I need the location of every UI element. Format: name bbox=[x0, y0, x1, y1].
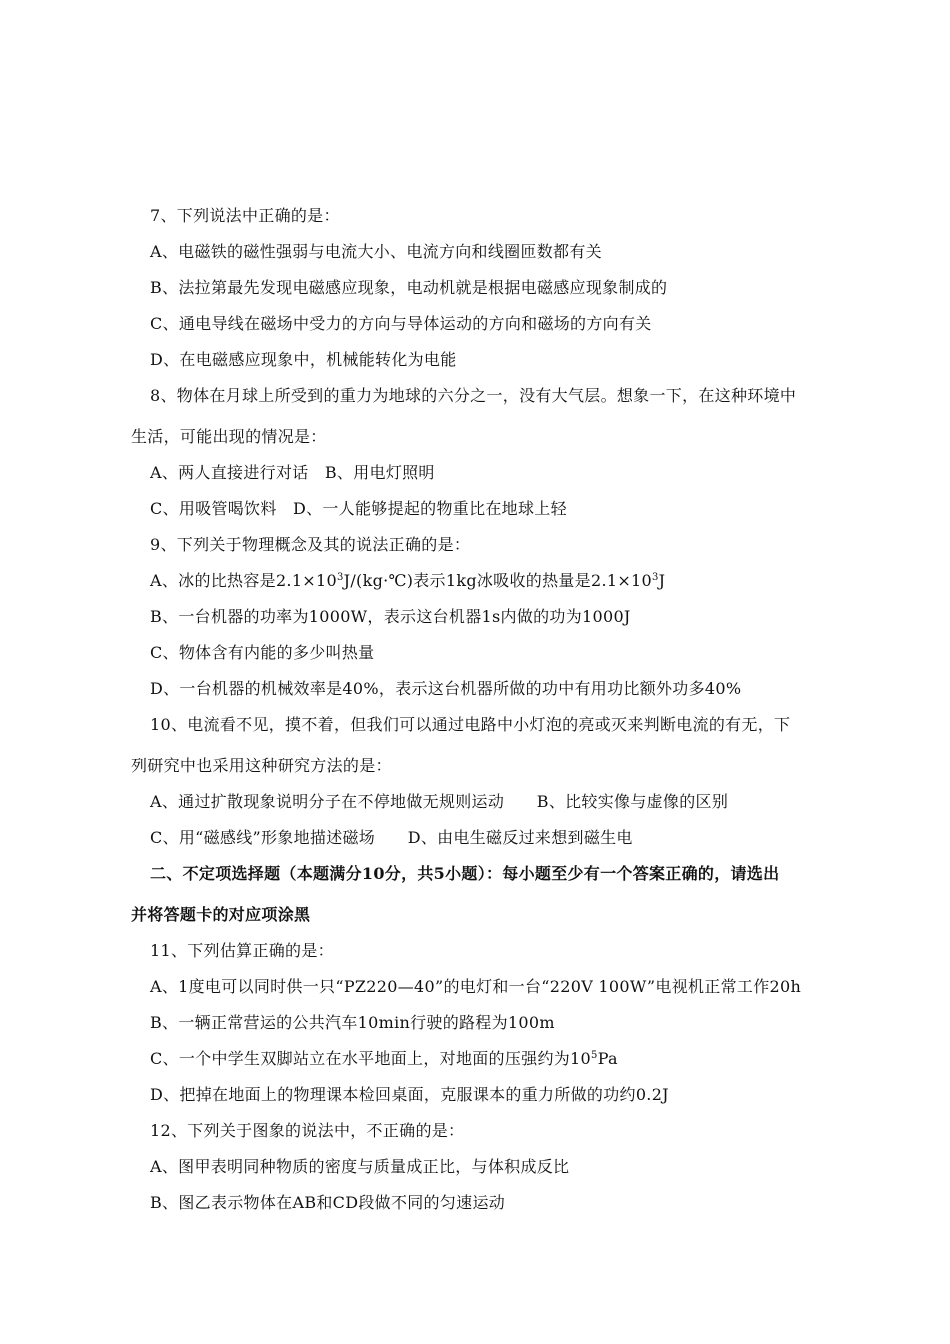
q10-options-cd: C、用“磁感线”形象地描述磁场 D、由电生磁反过来想到磁生电 bbox=[150, 828, 633, 847]
q11-option-d: D、把掉在地面上的物理课本检回桌面，克服课本的重力所做的功约0.2J bbox=[150, 1085, 669, 1104]
q9-a-exponent-2: 3 bbox=[651, 572, 659, 583]
q11-option-a: A、1度电可以同时供一只“PZ220—40”的电灯和一台“220V 100W”电视机正常工作20h bbox=[150, 977, 802, 996]
q7-option-c: C、通电导线在磁场中受力的方向与导体运动的方向和磁场的方向有关 bbox=[150, 314, 652, 333]
q12-stem: 12、下列关于图象的说法中，不正确的是： bbox=[150, 1121, 465, 1140]
q8-stem-line1: 8、物体在月球上所受到的重力为地球的六分之一，没有大气层。想象一下，在这种环境中 bbox=[150, 386, 797, 405]
q9-stem: 9、下列关于物理概念及其的说法正确的是： bbox=[150, 535, 471, 554]
q12-option-a: A、图甲表明同种物质的密度与质量成正比，与体积成反比 bbox=[150, 1157, 570, 1176]
q10-stem-line2: 列研究中也采用这种研究方法的是： bbox=[131, 756, 392, 775]
q11-option-b: B、一辆正常营运的公共汽车10min行驶的路程为100m bbox=[150, 1013, 555, 1032]
q9-a-exponent-1: 3 bbox=[336, 572, 344, 583]
section-2-heading-line2: 并将答题卡的对应项涂黑 bbox=[131, 905, 311, 924]
q11-c-exponent: 5 bbox=[591, 1050, 598, 1061]
q9-a-text-1: A、冰的比热容是2.1×10 bbox=[150, 571, 337, 590]
q11-c-text-2: Pa bbox=[597, 1049, 618, 1068]
q11-stem: 11、下列估算正确的是： bbox=[150, 941, 334, 960]
q8-options-cd: C、用吸管喝饮料 D、一人能够提起的物重比在地球上轻 bbox=[150, 499, 567, 518]
q7-stem: 7、下列说法中正确的是： bbox=[150, 206, 340, 225]
q7-option-d: D、在电磁感应现象中，机械能转化为电能 bbox=[150, 350, 457, 369]
q8-options-ab: A、两人直接进行对话 B、用电灯照明 bbox=[150, 463, 435, 482]
q9-a-text-3: J bbox=[658, 571, 666, 590]
q11-c-text-1: C、一个中学生双脚站立在水平地面上，对地面的压强约为10 bbox=[150, 1049, 592, 1068]
q10-stem-line1: 10、电流看不见，摸不着，但我们可以通过电路中小灯泡的亮或灭来判断电流的有无，下 bbox=[150, 715, 791, 734]
q7-option-b: B、法拉第最先发现电磁感应现象，电动机就是根据电磁感应现象制成的 bbox=[150, 278, 668, 297]
q9-option-a bbox=[150, 571, 665, 591]
q9-option-b: B、一台机器的功率为1000W，表示这台机器1s内做的功为1000J bbox=[150, 607, 631, 626]
q9-option-d: D、一台机器的机械效率是40%，表示这台机器所做的功中有用功比额外功多40% bbox=[150, 679, 742, 698]
section-2-heading-line1: 二、不定项选择题（本题满分10分，共5小题）：每小题至少有一个答案正确的，请选出 bbox=[150, 864, 780, 883]
q9-option-c: C、物体含有内能的多少叫热量 bbox=[150, 643, 375, 662]
q8-stem-line2: 生活，可能出现的情况是： bbox=[131, 427, 327, 446]
q9-a-text-2: J/(kg·℃)表示1kg冰吸收的热量是2.1×10 bbox=[343, 571, 652, 590]
q11-option-c bbox=[150, 1049, 618, 1069]
q7-option-a: A、电磁铁的磁性强弱与电流大小、电流方向和线圈匝数都有关 bbox=[150, 242, 602, 261]
q10-options-ab: A、通过扩散现象说明分子在不停地做无规则运动 B、比较实像与虚像的区别 bbox=[150, 792, 729, 811]
q12-option-b: B、图乙表示物体在AB和CD段做不同的匀速运动 bbox=[150, 1193, 506, 1212]
